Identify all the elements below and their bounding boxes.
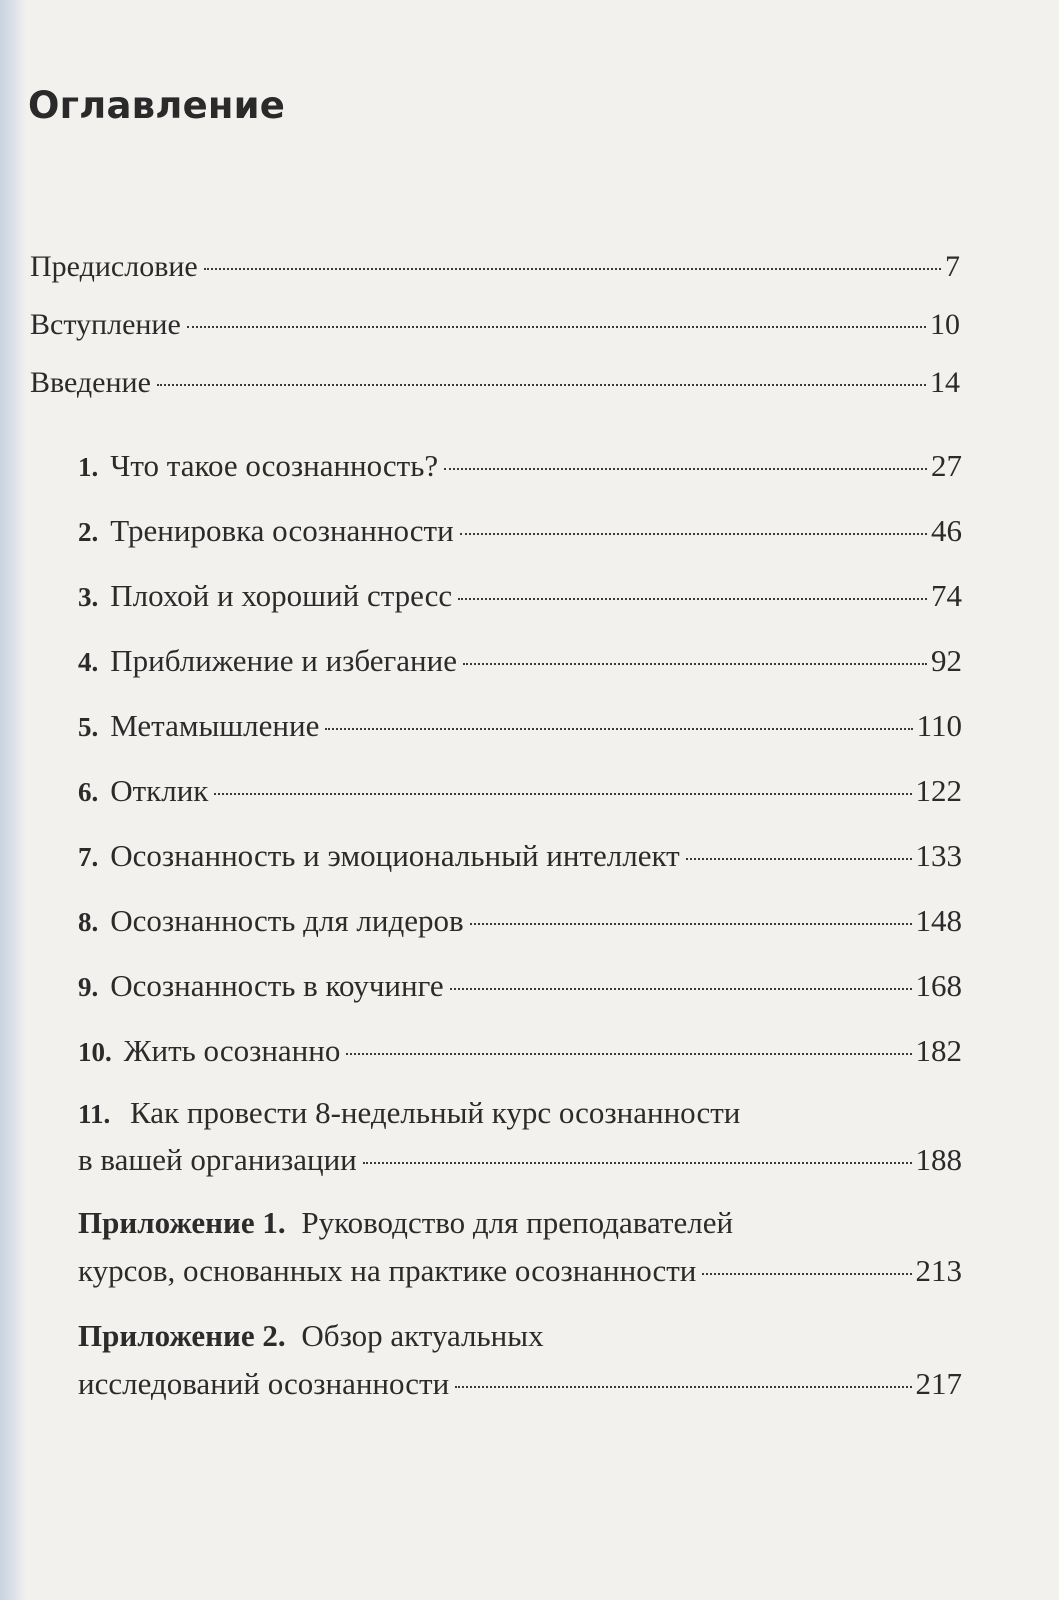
chapter-number: 2. (78, 517, 99, 547)
toc-entry-chapter-8[interactable] (78, 903, 962, 939)
entry-title: Осознанность в коучинге (110, 968, 444, 1003)
toc-entry-chapter-5[interactable] (78, 708, 962, 744)
toc-entry-chapter-1[interactable] (78, 448, 962, 484)
toc-entry-chapter-11-line2[interactable] (78, 1142, 962, 1178)
entry-title: Осознанность и эмоциональный интеллект (110, 838, 680, 873)
appendix-label: Приложение 2. (78, 1318, 286, 1353)
toc-entry-preface[interactable] (30, 250, 960, 284)
dot-leader (702, 1273, 911, 1275)
chapter-number: 5. (78, 712, 99, 742)
dot-leader (686, 858, 912, 860)
entry-title: Тренировка осознанности (110, 513, 454, 548)
entry-page: 110 (916, 708, 962, 743)
dot-leader (325, 728, 912, 730)
entry-page: 92 (931, 643, 962, 678)
dot-leader (463, 663, 927, 665)
chapter-number: 3. (78, 582, 99, 612)
entry-page: 74 (931, 578, 962, 613)
entry-title: Вступление (30, 308, 181, 341)
dot-leader (363, 1162, 912, 1164)
toc-heading: Оглавление (28, 84, 286, 127)
chapter-number: 1. (78, 452, 99, 482)
entry-title: Как провести 8-недельный курс осознанности (130, 1095, 741, 1130)
entry-title: Предисловие (30, 250, 198, 283)
entry-page: 14 (930, 366, 960, 399)
toc-entry-appendix-1-line2[interactable] (78, 1253, 962, 1289)
entry-page: 10 (930, 308, 960, 341)
toc-entry-appendix-2-line1[interactable] (78, 1318, 544, 1354)
entry-title: Что такое осознанность? (110, 448, 439, 483)
toc-entry-appendix-2-line2[interactable] (78, 1366, 962, 1402)
dot-leader (458, 598, 927, 600)
dot-leader (346, 1053, 911, 1055)
chapter-number: 6. (78, 777, 99, 807)
dot-leader (450, 988, 912, 990)
chapter-number: 8. (78, 907, 99, 937)
entry-title-continued: курсов, основанных на практике осознанности (78, 1253, 697, 1288)
toc-entry-introduction[interactable] (30, 366, 960, 400)
entry-page: 7 (945, 250, 960, 283)
entry-page: 182 (915, 1033, 962, 1068)
dot-leader (204, 268, 941, 270)
dot-leader (444, 468, 927, 470)
entry-title-continued: исследований осознанности (78, 1366, 450, 1401)
entry-page: 27 (931, 448, 962, 483)
chapter-number: 4. (78, 647, 99, 677)
chapter-number: 11. (78, 1099, 111, 1129)
toc-entry-chapter-7[interactable] (78, 838, 962, 874)
dot-leader (187, 326, 926, 328)
dot-leader (455, 1386, 911, 1388)
entry-page: 148 (915, 903, 962, 938)
chapter-number: 10. (78, 1037, 112, 1067)
entry-title: Приближение и избегание (110, 643, 457, 678)
entry-title: Осознанность для лидеров (110, 903, 464, 938)
toc-entry-chapter-6[interactable] (78, 773, 962, 809)
toc-entry-chapter-2[interactable] (78, 513, 962, 549)
entry-page: 213 (915, 1253, 962, 1288)
entry-page: 133 (915, 838, 962, 873)
entry-title-continued: в вашей организации (78, 1142, 357, 1177)
toc-entry-appendix-1-line1[interactable] (78, 1205, 733, 1241)
entry-title: Отклик (110, 773, 209, 808)
entry-page: 122 (915, 773, 962, 808)
entry-title: Жить осознанно (123, 1033, 341, 1068)
dot-leader (460, 533, 927, 535)
dot-leader (157, 384, 926, 386)
dot-leader (214, 793, 911, 795)
entry-title: Руководство для преподавателей (301, 1205, 734, 1240)
toc-entry-chapter-9[interactable] (78, 968, 962, 1004)
appendix-label: Приложение 1. (78, 1205, 286, 1240)
toc-entry-chapter-4[interactable] (78, 643, 962, 679)
entry-page: 188 (915, 1142, 962, 1177)
entry-page: 46 (931, 513, 962, 548)
entry-title: Введение (30, 366, 151, 399)
toc-entry-chapter-3[interactable] (78, 578, 962, 614)
entry-title: Плохой и хороший стресс (110, 578, 453, 613)
entry-page: 217 (915, 1366, 962, 1401)
toc-entry-foreword[interactable] (30, 308, 960, 342)
chapter-number: 7. (78, 842, 99, 872)
chapter-number: 9. (78, 972, 99, 1002)
dot-leader (470, 923, 912, 925)
toc-entry-chapter-10[interactable] (78, 1033, 962, 1069)
toc-entry-chapter-11-line1[interactable] (78, 1095, 740, 1131)
entry-title: Обзор актуальных (301, 1318, 544, 1353)
entry-title: Метамышление (110, 708, 320, 743)
entry-page: 168 (915, 968, 962, 1003)
